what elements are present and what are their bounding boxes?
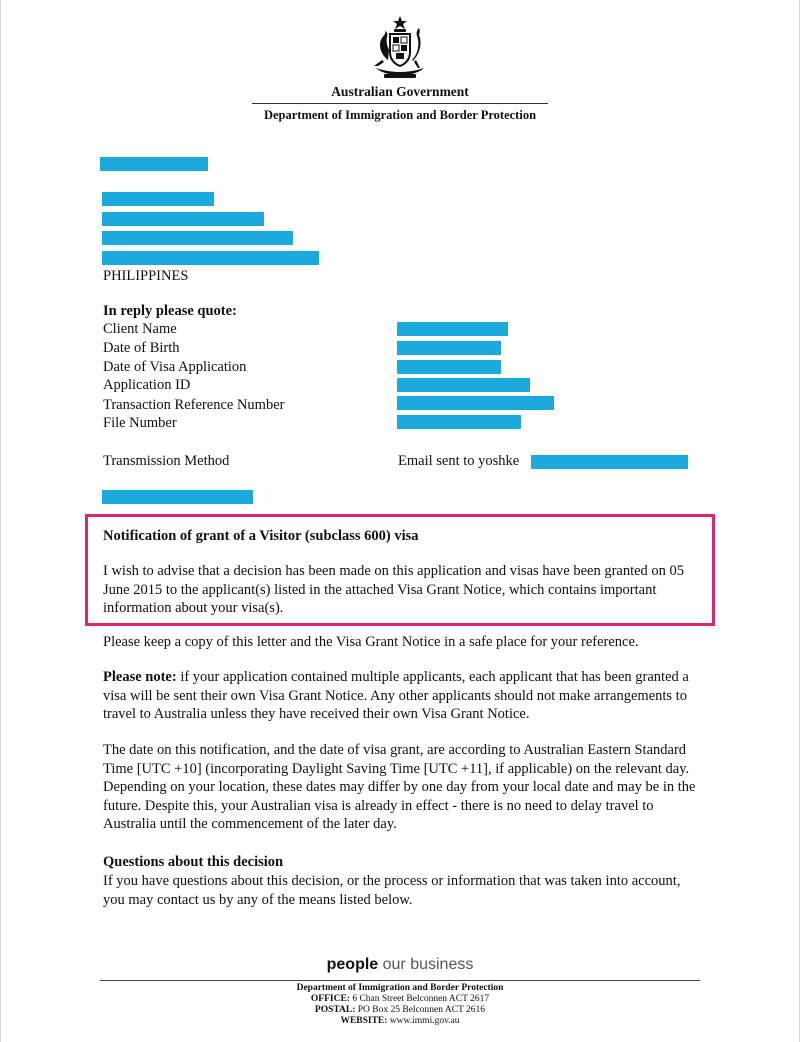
field-label-client-name: Client Name xyxy=(103,321,177,337)
redacted-transaction-reference xyxy=(397,396,554,410)
date-explanation-paragraph: The date on this notification, and the date of visa grant, are according to Australian Eastern Standard Time [UTC +10] (incorporating Daylight Saving Time [UTC +11], if applicable) on the relevant day. Depending on your location, these dates may differ by one day from your local date and may be in the future. Despite this, your Australian visa is already in effect - there is no need to delay travel to Australia until the commencement of the later day. xyxy=(103,742,696,832)
field-label-file-number: File Number xyxy=(103,415,177,431)
redacted-email-address xyxy=(531,455,688,469)
page-edge-left xyxy=(0,0,1,1042)
redacted-file-number xyxy=(397,415,521,429)
redacted-address-line-3 xyxy=(102,231,293,245)
field-label-transaction-reference: Transaction Reference Number xyxy=(103,397,285,413)
footer-rule xyxy=(100,980,700,981)
transmission-method-value: Email sent to yoshke xyxy=(398,453,520,469)
redacted-address-line-1 xyxy=(102,192,214,206)
field-label-application-id: Application ID xyxy=(103,377,191,393)
redacted-recipient-name xyxy=(100,157,208,171)
field-label-date-of-application: Date of Visa Application xyxy=(103,359,247,375)
department-title: Department of Immigration and Border Protection xyxy=(263,108,537,122)
footer-slogan xyxy=(250,956,550,974)
transmission-method-label: Transmission Method xyxy=(103,453,230,469)
address-country: PHILIPPINES xyxy=(103,268,189,284)
please-note-paragraph xyxy=(103,668,698,724)
questions-paragraph: If you have questions about this decision, or the process or information that was taken into account, you may contact us by any of the means listed below. xyxy=(103,873,681,908)
redacted-date-of-birth xyxy=(397,341,501,355)
slogan-strong: people xyxy=(326,956,379,973)
government-title: Australian Government xyxy=(331,84,469,99)
footer-website xyxy=(200,1016,600,1027)
questions-heading: Questions about this decision xyxy=(103,854,284,870)
redacted-address-line-2 xyxy=(102,212,264,226)
footer-office-value: 6 Chan Street Belconnen ACT 2617 xyxy=(349,994,490,1004)
reply-heading: In reply please quote: xyxy=(103,303,237,319)
keep-copy-paragraph: Please keep a copy of this letter and the Visa Grant Notice in a safe place for your reference. xyxy=(103,634,639,650)
letterhead-rule xyxy=(252,103,548,104)
field-label-date-of-birth: Date of Birth xyxy=(103,340,180,356)
redacted-client-name xyxy=(397,322,508,336)
please-note-text: if your application contained multiple applicants, each applicant that has been granted a visa will be sent their own Visa Grant Notice. Any other applicants should not make arrangements to travel to Australia unless they have received their own Visa Grant Notice. xyxy=(103,669,689,722)
notice-title: Notification of grant of a Visitor (subclass 600) visa xyxy=(103,528,419,544)
redacted-application-id xyxy=(397,378,530,392)
redacted-reference-line xyxy=(102,490,253,504)
coat-of-arms-icon xyxy=(360,14,440,82)
notice-body: I wish to advise that a decision has been made on this application and visas have been granted on 05 June 2015 to the applicant(s) listed in the attached Visa Grant Notice, which contains important information about your visa(s). xyxy=(103,563,685,616)
footer-postal-label: POSTAL: xyxy=(314,1005,356,1015)
please-note-label: Please note: xyxy=(103,669,177,685)
footer-postal-value: PO Box 25 Belconnen ACT 2616 xyxy=(355,1005,486,1015)
footer-department: Department of Immigration and Border Protection xyxy=(296,983,504,993)
footer-office xyxy=(200,994,600,1005)
footer-website-value[interactable]: www.immi.gov.au xyxy=(387,1016,460,1026)
footer-postal xyxy=(200,1005,600,1016)
footer-website-label: WEBSITE: xyxy=(340,1016,388,1026)
slogan-light: our business xyxy=(378,956,474,973)
redacted-address-line-4 xyxy=(102,251,319,265)
footer-office-label: OFFICE: xyxy=(310,994,350,1004)
redacted-application-date xyxy=(397,360,501,374)
